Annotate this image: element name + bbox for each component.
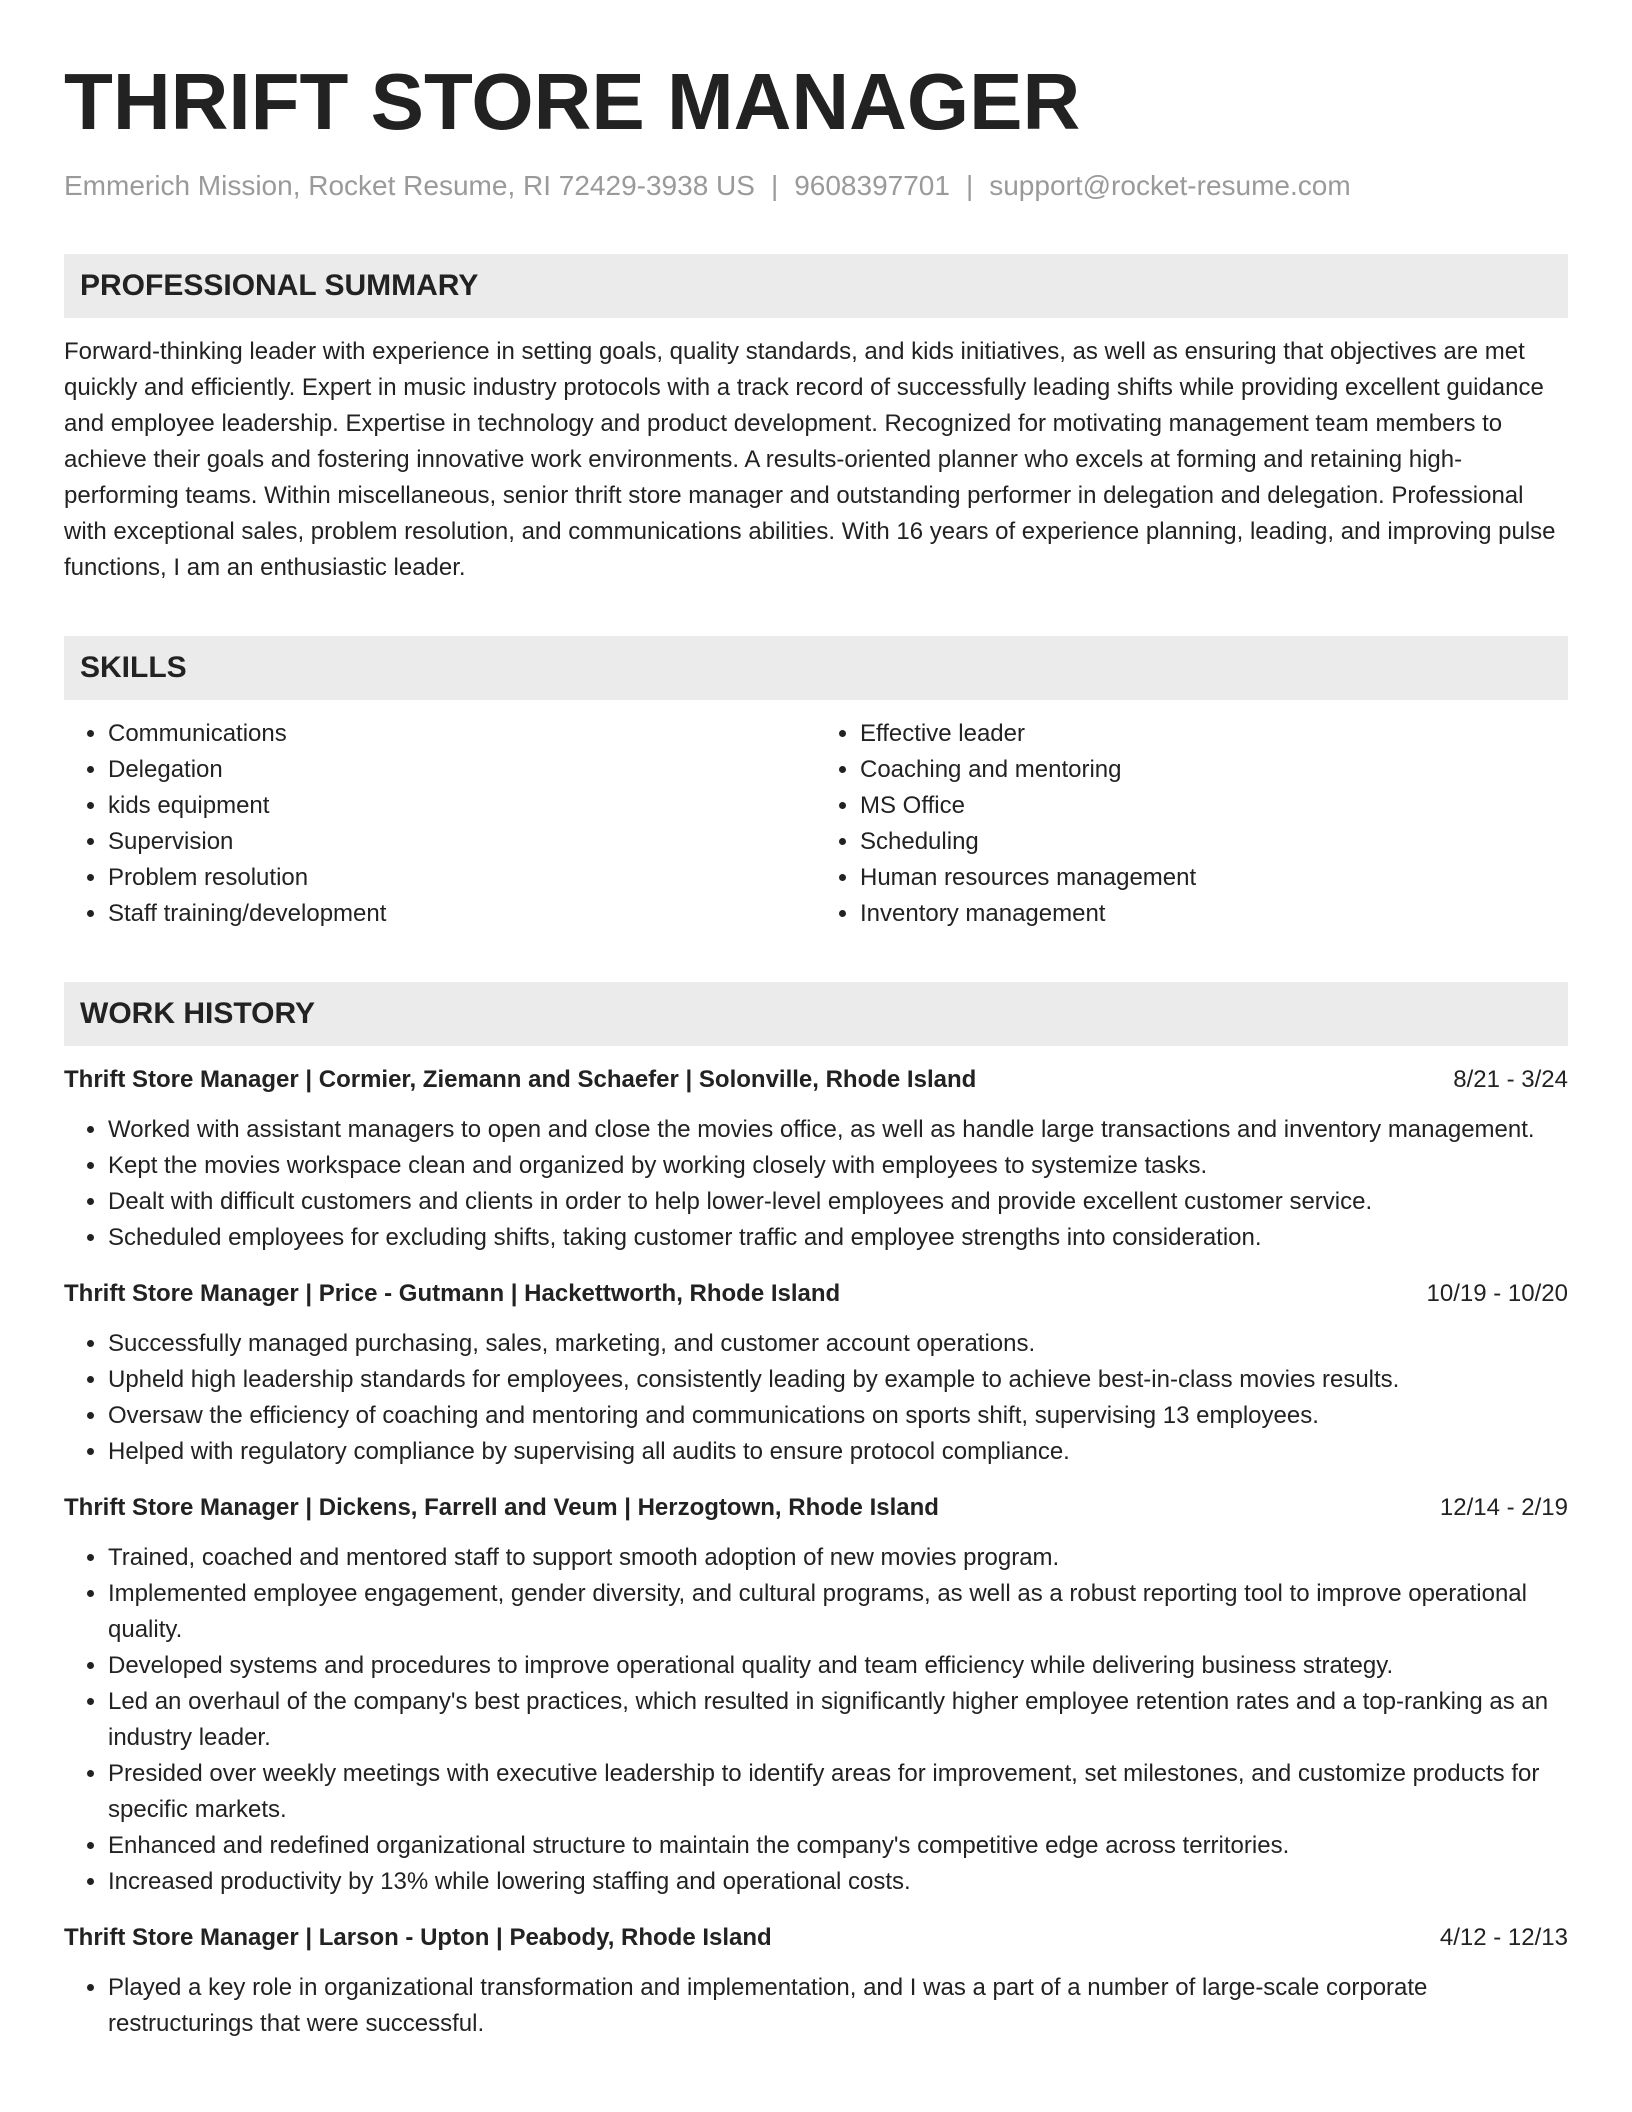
section-header-summary: PROFESSIONAL SUMMARY	[64, 254, 1568, 318]
job-bullets	[64, 1540, 1568, 1900]
job-entry	[64, 1276, 1568, 1470]
skill-item: • Delegation	[108, 752, 816, 788]
skill-item: • Scheduling	[860, 824, 1568, 860]
skill-item: • Supervision	[108, 824, 816, 860]
job-bullets	[64, 1970, 1568, 2042]
skill-item: • Human resources management	[860, 860, 1568, 896]
job-bullet: • Enhanced and redefined organizational structure to maintain the company's competitive edge across territories.	[108, 1828, 1568, 1864]
job-bullet: • Increased productivity by 13% while lowering staffing and operational costs.	[108, 1864, 1568, 1900]
skills-column-right	[816, 716, 1568, 932]
job-bullet: • Led an overhaul of the company's best practices, which resulted in significantly higher employee retention rates and a top-ranking as an industry leader.	[108, 1684, 1568, 1756]
job-bullet: • Successfully managed purchasing, sales, marketing, and customer account operations.	[108, 1326, 1568, 1362]
job-bullet: • Played a key role in organizational transformation and implementation, and I was a part of a number of large-scale corporate restructurings that were successful.	[108, 1970, 1568, 2042]
job-bullets	[64, 1112, 1568, 1256]
job-bullet: • Scheduled employees for excluding shifts, taking customer traffic and employee strengths into consideration.	[108, 1220, 1568, 1256]
skill-item: • Staff training/development	[108, 896, 816, 932]
section-header-skills: SKILLS	[64, 636, 1568, 700]
section-header-work-history: WORK HISTORY	[64, 982, 1568, 1046]
job-dates: 8/21 - 3/24	[1453, 1066, 1568, 1093]
job-bullet: • Helped with regulatory compliance by supervising all audits to ensure protocol compliance.	[108, 1434, 1568, 1470]
skill-item: • Inventory management	[860, 896, 1568, 932]
skills-list	[64, 716, 1568, 932]
contact-separator: |	[965, 170, 974, 201]
job-title: Thrift Store Manager | Cormier, Ziemann and Schaefer | Solonville, Rhode Island	[64, 1066, 977, 1093]
job-bullet: • Presided over weekly meetings with executive leadership to identify areas for improvement, set milestones, and customize products for specific markets.	[108, 1756, 1568, 1828]
skill-item: • kids equipment	[108, 788, 816, 824]
contact-address: Emmerich Mission, Rocket Resume, RI 72429-3938 US	[64, 170, 755, 201]
skill-item: • Coaching and mentoring	[860, 752, 1568, 788]
job-bullet: • Oversaw the efficiency of coaching and mentoring and communications on sports shift, supervising 13 employees.	[108, 1398, 1568, 1434]
skills-column-left	[64, 716, 816, 932]
professional-summary: Forward-thinking leader with experience in setting goals, quality standards, and kids initiatives, as well as ensuring that objectives are met quickly and efficiently. Expert in music industry protocols with a track record of successfully leading shifts while providing excellent guidance and employee leadership. Expertise in technology and product development. Recognized for motivating management team members to achieve their goals and fostering innovative work environments. A results-oriented planner who excels at forming and retaining high-performing teams. Within miscellaneous, senior thrift store manager and outstanding performer in delegation and delegation. Professional with exceptional sales, problem resolution, and communications abilities. With 16 years of experience planning, leading, and improving pulse functions, I am an enthusiastic leader.	[64, 338, 1556, 581]
skill-item: • Effective leader	[860, 716, 1568, 752]
job-bullet: • Dealt with difficult customers and clients in order to help lower-level employees and provide excellent customer service.	[108, 1184, 1568, 1220]
job-bullet: • Worked with assistant managers to open and close the movies office, as well as handle large transactions and inventory management.	[108, 1112, 1568, 1148]
skill-item: • Problem resolution	[108, 860, 816, 896]
job-title: Thrift Store Manager | Larson - Upton | Peabody, Rhode Island	[64, 1924, 772, 1951]
job-bullet: • Developed systems and procedures to improve operational quality and team efficiency while delivering business strategy.	[108, 1648, 1568, 1684]
job-header	[64, 1276, 1568, 1312]
job-header	[64, 1920, 1568, 1956]
job-dates: 10/19 - 10/20	[1426, 1280, 1568, 1307]
contact-phone: 9608397701	[794, 170, 950, 201]
contact-email: support@rocket-resume.com	[989, 170, 1351, 201]
job-entry	[64, 1490, 1568, 1900]
job-entry	[64, 1062, 1568, 1256]
job-bullet: • Upheld high leadership standards for employees, consistently leading by example to achieve best-in-class movies results.	[108, 1362, 1568, 1398]
contact-line	[64, 168, 1568, 204]
job-dates: 4/12 - 12/13	[1439, 1924, 1568, 1951]
job-dates: 12/14 - 2/19	[1439, 1494, 1568, 1521]
job-bullet: • Implemented employee engagement, gender diversity, and cultural programs, as well as a robust reporting tool to improve operational quality.	[108, 1576, 1568, 1648]
job-bullet: • Kept the movies workspace clean and organized by working closely with employees to systemize tasks.	[108, 1148, 1568, 1184]
resume-name: THRIFT STORE MANAGER	[64, 57, 1081, 146]
job-title: Thrift Store Manager | Dickens, Farrell and Veum | Herzogtown, Rhode Island	[64, 1494, 939, 1521]
contact-separator: |	[770, 170, 779, 201]
job-bullet: • Trained, coached and mentored staff to support smooth adoption of new movies program.	[108, 1540, 1568, 1576]
skill-item: • MS Office	[860, 788, 1568, 824]
job-header	[64, 1490, 1568, 1526]
job-bullets	[64, 1326, 1568, 1470]
skill-item: • Communications	[108, 716, 816, 752]
job-entry	[64, 1920, 1568, 2042]
job-header	[64, 1062, 1568, 1098]
job-title: Thrift Store Manager | Price - Gutmann | Hackettworth, Rhode Island	[64, 1280, 841, 1307]
